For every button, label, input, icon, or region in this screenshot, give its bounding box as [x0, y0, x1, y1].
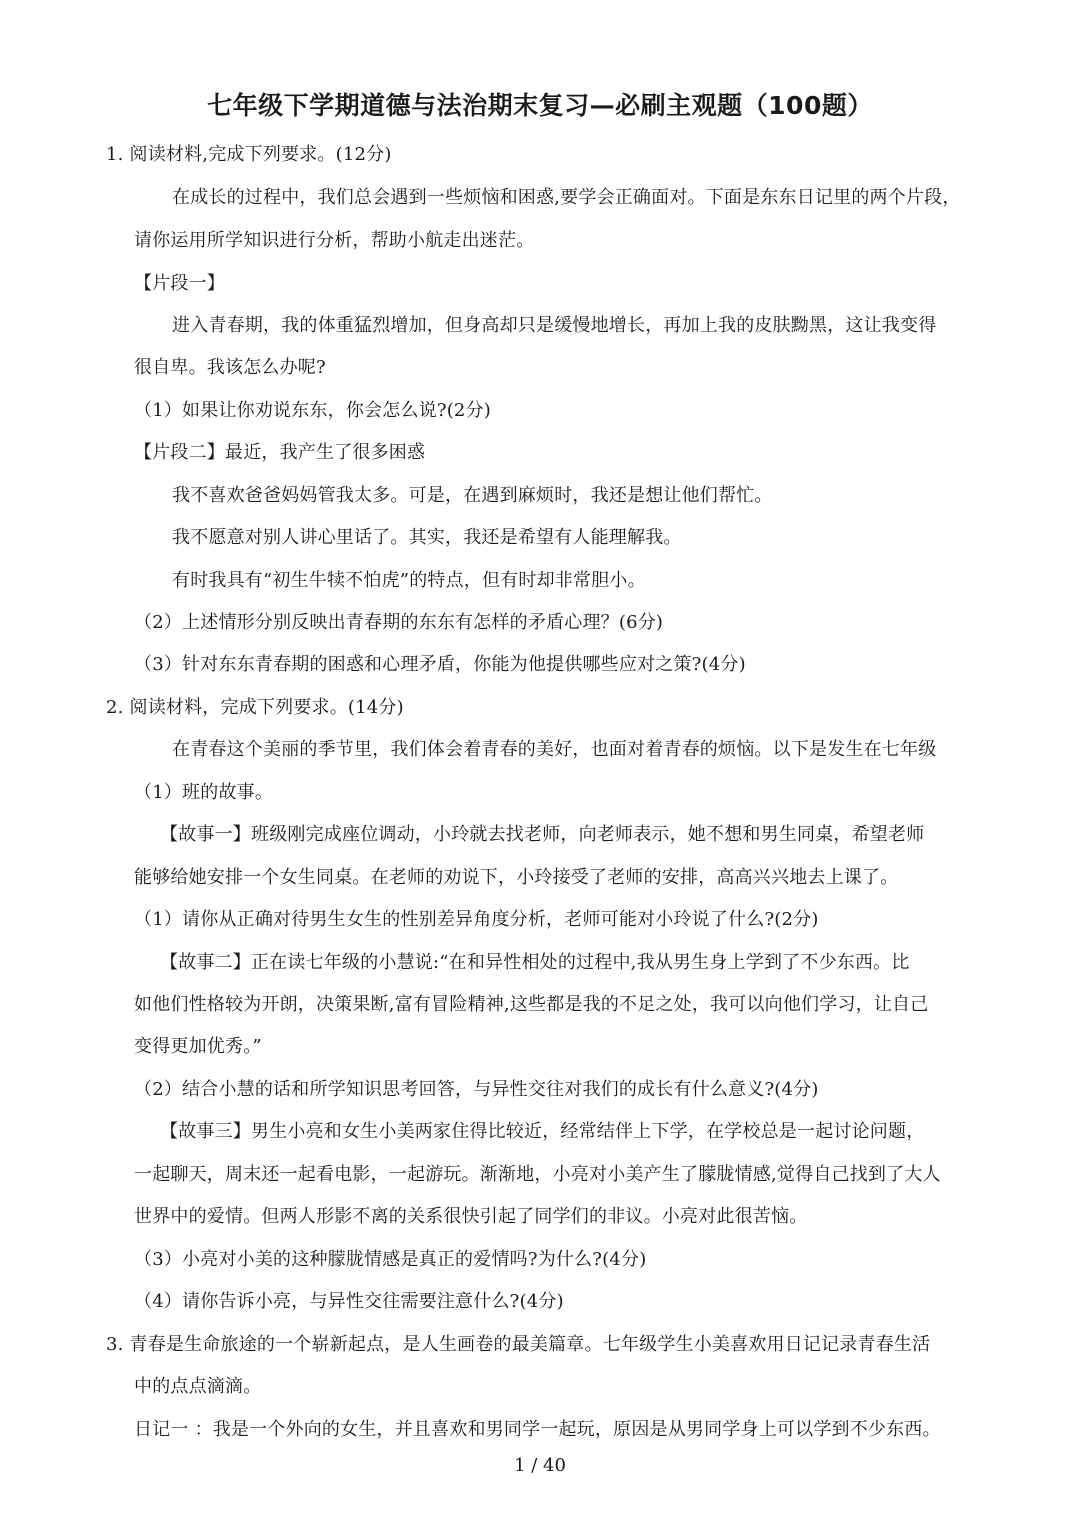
page-title: 七年级下学期道德与法治期末复习—必刷主观题（100题） — [207, 91, 873, 120]
sub-question: （2）上述情形分别反映出青春期的东东有怎样的矛盾心理？(6分) — [134, 612, 664, 633]
sub-question: （3）针对东东青春期的困惑和心理矛盾，你能为他提供哪些应对之策?(4分) — [134, 654, 746, 675]
section-label: 【片段二】最近，我产生了很多困惑 — [134, 442, 426, 463]
paragraph-line: 在成长的过程中，我们总会遇到一些烦恼和困惑,要学会正确面对。下面是东东日记里的两个片段， — [172, 187, 961, 208]
paragraph-line: （1）班的故事。 — [134, 782, 274, 803]
sub-question: （2）结合小慧的话和所学知识思考回答，与异性交往对我们的成长有什么意义?(4分) — [134, 1079, 819, 1100]
question-3-header: 3. 青春是生命旅途的一个崭新起点，是人生画卷的最美篇章。七年级学生小美喜欢用日记记录青春生活 — [106, 1334, 931, 1355]
paragraph-line: 我不喜欢爸爸妈妈管我太多。可是，在遇到麻烦时，我还是想让他们帮忙。 — [172, 485, 773, 506]
paragraph-line: 一起聊天，周末还一起看电影，一起游玩。渐渐地，小亮对小美产生了朦胧情感,觉得自己找到了大人 — [134, 1164, 941, 1185]
paragraph-line: 【故事三】男生小亮和女生小美两家住得比较近，经常结伴上下学，在学校总是一起讨论问题， — [160, 1121, 925, 1142]
page-number: 1 / 40 — [514, 1455, 566, 1476]
paragraph-line: 如他们性格较为开朗，决策果断,富有冒险精神,这些都是我的不足之处，我可以向他们学习，让自己 — [134, 994, 929, 1015]
sub-question: （1）如果让你劝说东东，你会怎么说?(2分) — [134, 400, 491, 421]
paragraph-line: 能够给她安排一个女生同桌。在老师的劝说下，小玲接受了老师的安排，高高兴兴地去上课了。 — [134, 867, 899, 888]
sub-question: （4）请你告诉小亮，与异性交往需要注意什么?(4分) — [134, 1291, 564, 1312]
paragraph-line: 很自卑。我该怎么办呢? — [134, 357, 326, 378]
paragraph-line: 中的点点滴滴。 — [134, 1376, 262, 1397]
sub-question: （3）小亮对小美的这种朦胧情感是真正的爱情吗?为什么?(4分) — [134, 1249, 647, 1270]
paragraph-line: 请你运用所学知识进行分析，帮助小航走出迷茫。 — [134, 230, 535, 251]
question-2-header: 2. 阅读材料，完成下列要求。(14分) — [106, 697, 404, 718]
paragraph-line: 世界中的爱情。但两人形影不离的关系很快引起了同学们的非议。小亮对此很苦恼。 — [134, 1206, 808, 1227]
paragraph-line: 变得更加优秀。” — [134, 1036, 262, 1057]
paragraph-line: 在青春这个美丽的季节里，我们体会着青春的美好，也面对着青春的烦恼。以下是发生在七年级 — [172, 739, 937, 760]
paragraph-line: 【故事一】班级刚完成座位调动，小玲就去找老师，向老师表示，她不想和男生同桌，希望老师 — [160, 824, 925, 845]
paragraph-line: 有时我具有“初生牛犊不怕虎”的特点，但有时却非常胆小。 — [172, 570, 646, 591]
sub-question: （1）请你从正确对待男生女生的性别差异角度分析，老师可能对小玲说了什么?(2分) — [134, 909, 819, 930]
paragraph-line: 进入青春期，我的体重猛烈增加，但身高却只是缓慢地增长，再加上我的皮肤黝黑，这让我变得 — [172, 315, 937, 336]
paragraph-line: 日记一 ：我是一个外向的女生，并且喜欢和男同学一起玩，原因是从男同学身上可以学到不少东西。 — [134, 1419, 941, 1440]
paragraph-line: 我不愿意对别人讲心里话了。其实，我还是希望有人能理解我。 — [172, 527, 682, 548]
question-1-header: 1. 阅读材料,完成下列要求。(12分) — [106, 144, 392, 165]
paragraph-line: 【故事二】正在读七年级的小慧说:“在和异性相处的过程中,我从男生身上学到了不少东西。比 — [160, 952, 910, 973]
section-label: 【片段一】 — [134, 273, 225, 294]
